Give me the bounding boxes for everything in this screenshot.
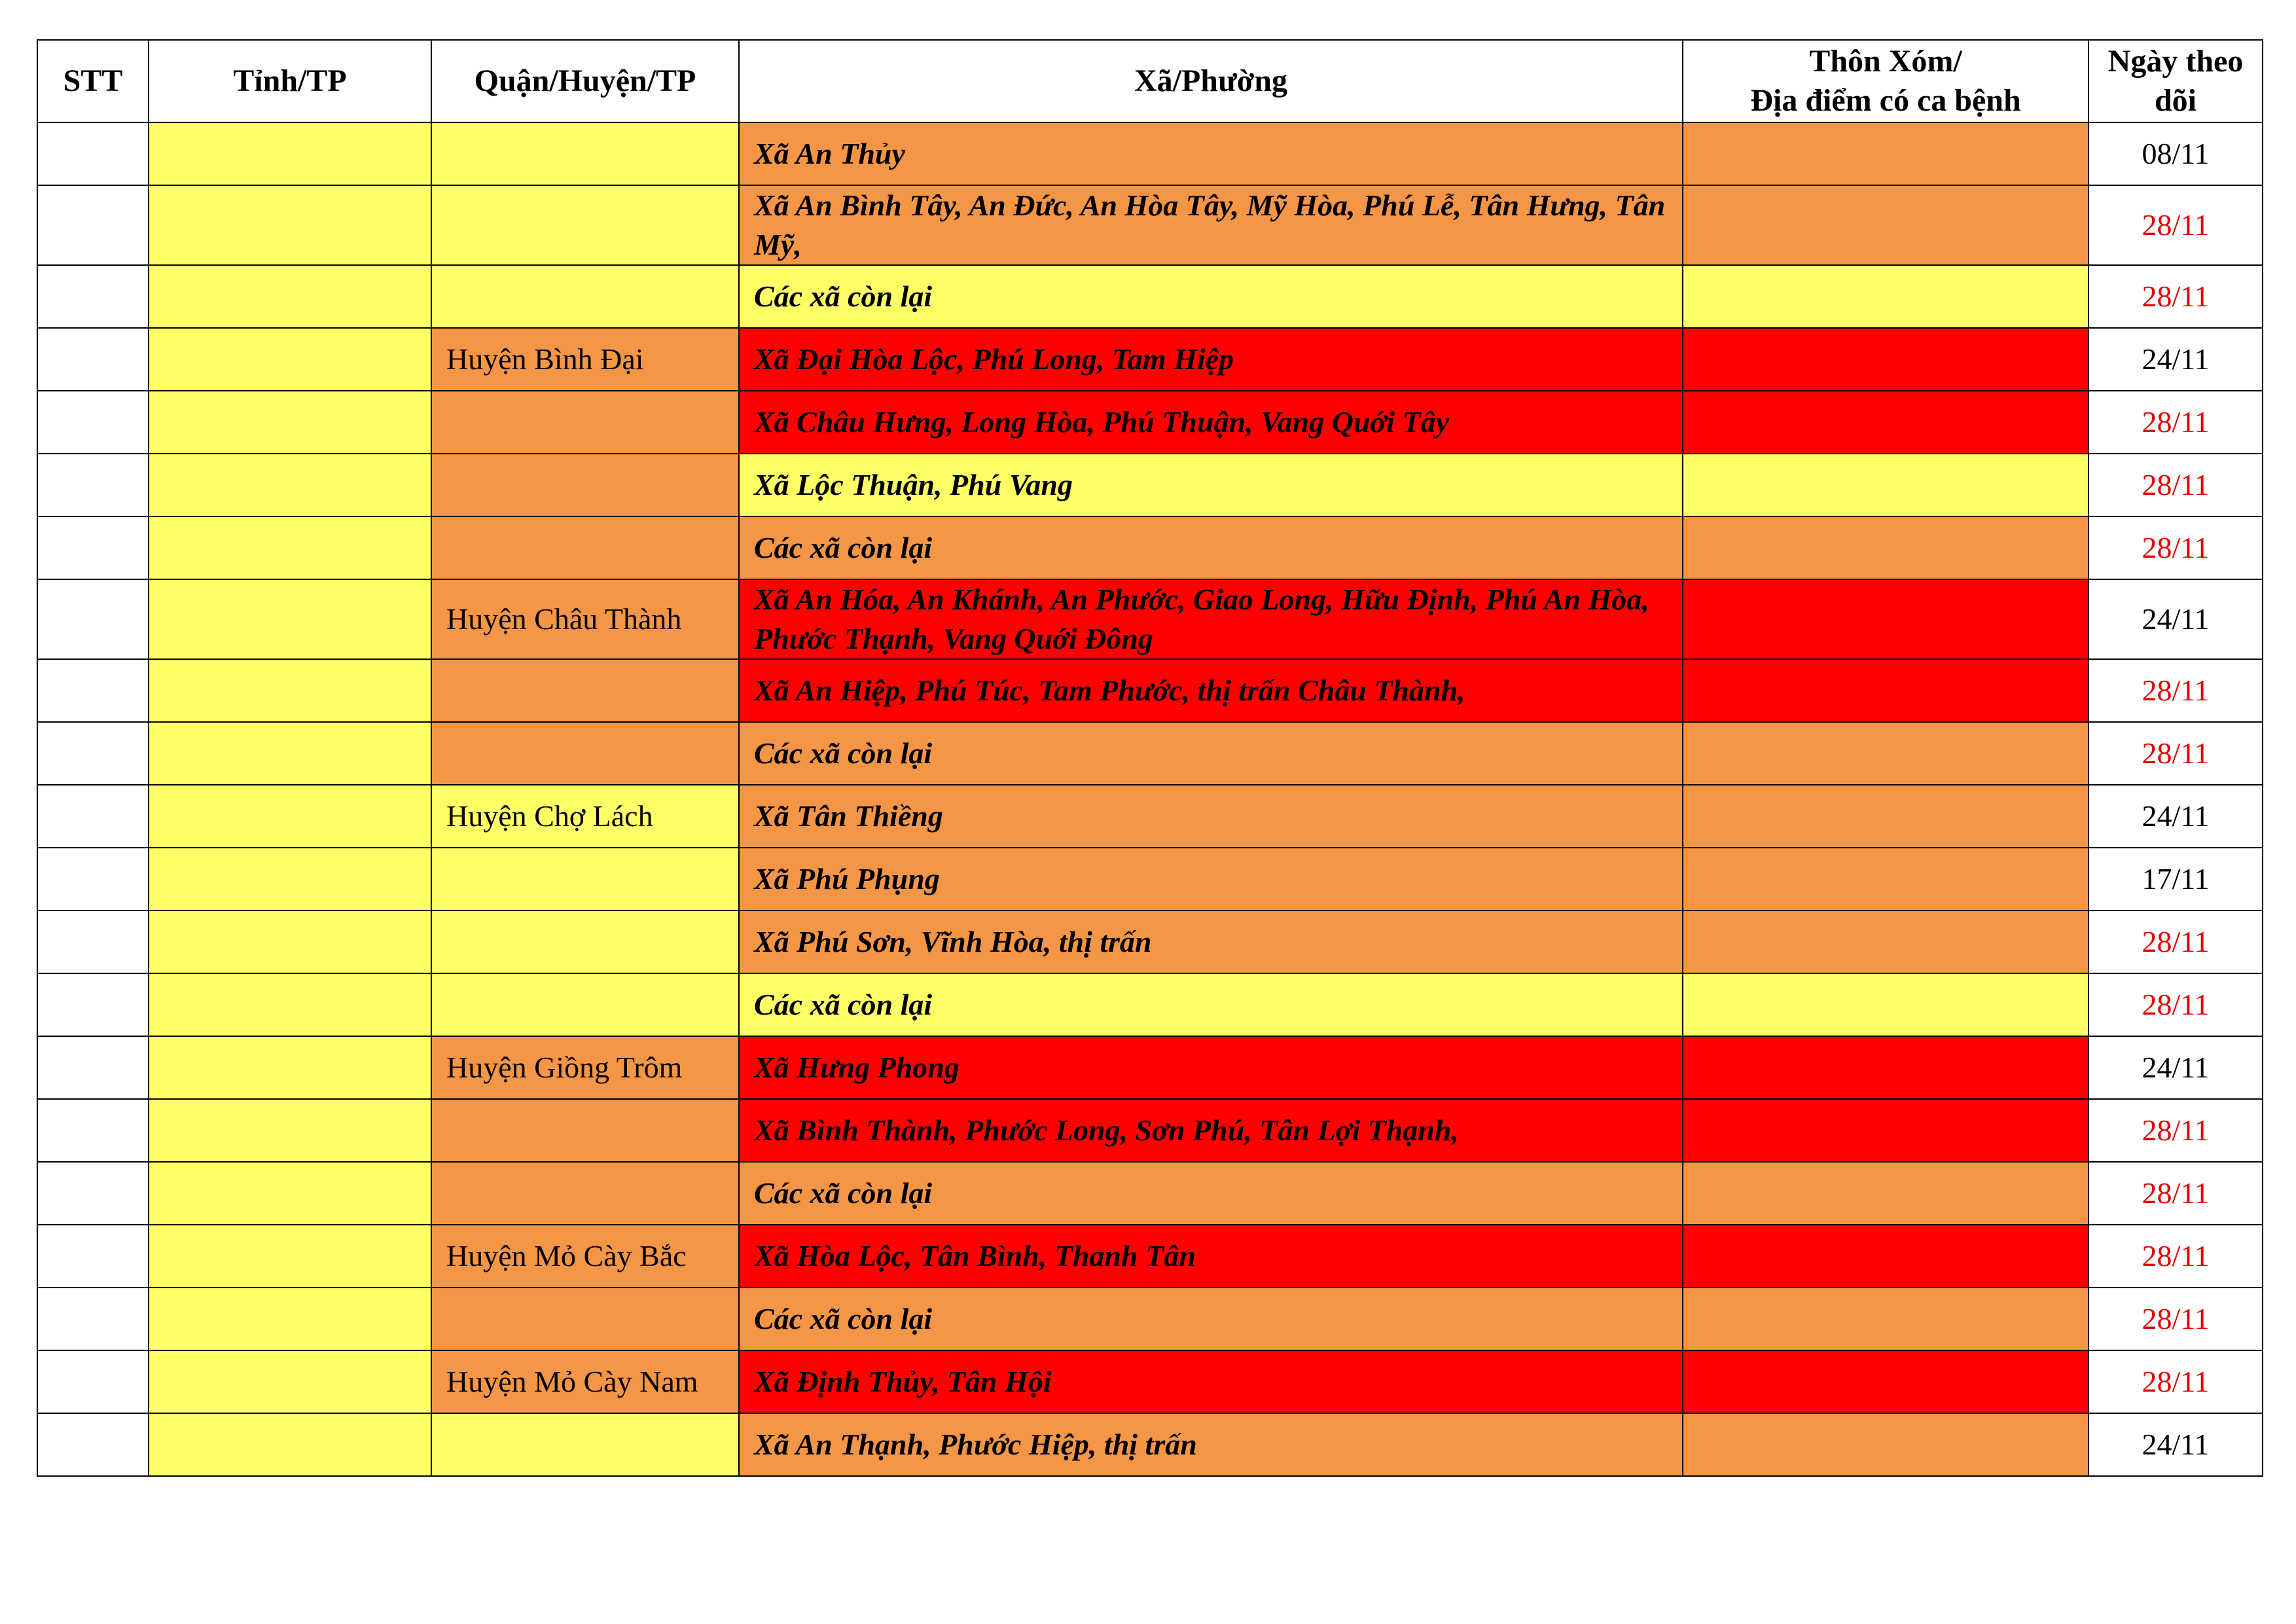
date-cell: 28/11 — [2089, 722, 2263, 785]
commune-cell: Xã An Bình Tây, An Đức, An Hòa Tây, Mỹ Hòa, Phú Lễ, Tân Hưng, Tân Mỹ, — [739, 185, 1683, 265]
date-cell: 28/11 — [2089, 659, 2263, 722]
stt-cell — [37, 785, 149, 848]
table-row — [37, 1350, 2263, 1413]
table-row — [37, 391, 2263, 454]
hamlet-cell — [1683, 1036, 2089, 1099]
province-cell — [149, 973, 431, 1036]
commune-cell: Xã Định Thủy, Tân Hội — [739, 1350, 1683, 1413]
commune-cell: Các xã còn lại — [739, 973, 1683, 1036]
stt-cell — [37, 1036, 149, 1099]
province-cell — [149, 391, 431, 454]
date-cell: 28/11 — [2089, 1288, 2263, 1350]
stt-cell — [37, 1225, 149, 1288]
table-row — [37, 848, 2263, 911]
district-cell — [431, 1162, 739, 1225]
stt-cell — [37, 1099, 149, 1162]
date-cell: 28/11 — [2089, 265, 2263, 328]
province-cell — [149, 185, 431, 265]
hamlet-cell — [1683, 659, 2089, 722]
district-cell — [431, 1288, 739, 1350]
district-cell: Huyện Mỏ Cày Nam — [431, 1350, 739, 1413]
commune-cell: Xã An Thủy — [739, 122, 1683, 185]
commune-cell: Xã Lộc Thuận, Phú Vang — [739, 454, 1683, 516]
province-cell — [149, 1413, 431, 1476]
commune-cell: Xã Châu Hưng, Long Hòa, Phú Thuận, Vang Quới Tây — [739, 391, 1683, 454]
hamlet-cell — [1683, 122, 2089, 185]
stt-cell — [37, 1350, 149, 1413]
table-row — [37, 1225, 2263, 1288]
hamlet-cell — [1683, 722, 2089, 785]
hamlet-cell — [1683, 848, 2089, 911]
hamlet-cell — [1683, 391, 2089, 454]
date-cell: 24/11 — [2089, 785, 2263, 848]
header-stt: STT — [37, 40, 149, 122]
date-cell: 28/11 — [2089, 454, 2263, 516]
date-cell: 24/11 — [2089, 1036, 2263, 1099]
stt-cell — [37, 1162, 149, 1225]
hamlet-cell — [1683, 973, 2089, 1036]
stt-cell — [37, 659, 149, 722]
hamlet-cell — [1683, 1225, 2089, 1288]
province-cell — [149, 722, 431, 785]
hamlet-cell — [1683, 1350, 2089, 1413]
commune-cell: Xã Tân Thiềng — [739, 785, 1683, 848]
header-hamlet-line1: Thôn Xóm/ — [1809, 44, 1962, 79]
table-row — [37, 185, 2263, 265]
stt-cell — [37, 328, 149, 391]
province-cell — [149, 579, 431, 659]
stt-cell — [37, 848, 149, 911]
district-cell — [431, 1413, 739, 1476]
table-row — [37, 328, 2263, 391]
date-cell: 28/11 — [2089, 1225, 2263, 1288]
commune-cell: Các xã còn lại — [739, 516, 1683, 579]
hamlet-cell — [1683, 1413, 2089, 1476]
header-province: Tỉnh/TP — [149, 40, 431, 122]
district-cell — [431, 1099, 739, 1162]
header-hamlet-line2: Địa điểm có ca bệnh — [1750, 83, 2021, 118]
table-row — [37, 1288, 2263, 1350]
header-hamlet — [1683, 40, 2089, 122]
header-district: Quận/Huyện/TP — [431, 40, 739, 122]
table-row — [37, 579, 2263, 659]
date-cell: 28/11 — [2089, 1162, 2263, 1225]
tracking-table — [37, 39, 2263, 1477]
district-cell — [431, 516, 739, 579]
stt-cell — [37, 265, 149, 328]
date-cell: 17/11 — [2089, 848, 2263, 911]
province-cell — [149, 1162, 431, 1225]
hamlet-cell — [1683, 1162, 2089, 1225]
commune-cell: Xã Hòa Lộc, Tân Bình, Thanh Tân — [739, 1225, 1683, 1288]
hamlet-cell — [1683, 454, 2089, 516]
table-row — [37, 973, 2263, 1036]
commune-cell: Xã An Hiệp, Phú Túc, Tam Phước, thị trấn Châu Thành, — [739, 659, 1683, 722]
commune-cell: Xã An Hóa, An Khánh, An Phước, Giao Long, Hữu Định, Phú An Hòa, Phước Thạnh, Vang Quới Đông — [739, 579, 1683, 659]
province-cell — [149, 848, 431, 911]
district-cell: Huyện Bình Đại — [431, 328, 739, 391]
table-row — [37, 659, 2263, 722]
hamlet-cell — [1683, 1099, 2089, 1162]
commune-cell: Các xã còn lại — [739, 1288, 1683, 1350]
date-cell: 24/11 — [2089, 1413, 2263, 1476]
table-row — [37, 1099, 2263, 1162]
province-cell — [149, 911, 431, 973]
province-cell — [149, 328, 431, 391]
table-row — [37, 911, 2263, 973]
table-row — [37, 1413, 2263, 1476]
province-cell — [149, 1225, 431, 1288]
date-cell: 28/11 — [2089, 516, 2263, 579]
header-date — [2089, 40, 2263, 122]
stt-cell — [37, 516, 149, 579]
district-cell — [431, 185, 739, 265]
district-cell: Huyện Châu Thành — [431, 579, 739, 659]
commune-cell: Các xã còn lại — [739, 722, 1683, 785]
table-row — [37, 516, 2263, 579]
date-cell: 28/11 — [2089, 911, 2263, 973]
stt-cell — [37, 454, 149, 516]
table-row — [37, 1162, 2263, 1225]
district-cell — [431, 848, 739, 911]
header-commune: Xã/Phường — [739, 40, 1683, 122]
province-cell — [149, 1288, 431, 1350]
commune-cell: Xã Bình Thành, Phước Long, Sơn Phú, Tân Lợi Thạnh, — [739, 1099, 1683, 1162]
district-cell — [431, 659, 739, 722]
date-cell: 08/11 — [2089, 122, 2263, 185]
district-cell: Huyện Giồng Trôm — [431, 1036, 739, 1099]
commune-cell: Các xã còn lại — [739, 1162, 1683, 1225]
district-cell — [431, 911, 739, 973]
district-cell: Huyện Chợ Lách — [431, 785, 739, 848]
commune-cell: Xã Phú Phụng — [739, 848, 1683, 911]
header-row — [37, 40, 2263, 122]
district-cell: Huyện Mỏ Cày Bắc — [431, 1225, 739, 1288]
province-cell — [149, 516, 431, 579]
table-row — [37, 265, 2263, 328]
hamlet-cell — [1683, 516, 2089, 579]
header-date-line2: dõi — [2154, 83, 2197, 118]
hamlet-cell — [1683, 579, 2089, 659]
stt-cell — [37, 391, 149, 454]
table-row — [37, 1036, 2263, 1099]
header-date-line1: Ngày theo — [2108, 44, 2244, 79]
date-cell: 28/11 — [2089, 973, 2263, 1036]
date-cell: 28/11 — [2089, 185, 2263, 265]
commune-cell: Xã Đại Hòa Lộc, Phú Long, Tam Hiệp — [739, 328, 1683, 391]
commune-cell: Xã Hưng Phong — [739, 1036, 1683, 1099]
province-cell — [149, 1036, 431, 1099]
date-cell: 28/11 — [2089, 391, 2263, 454]
commune-cell: Các xã còn lại — [739, 265, 1683, 328]
province-cell — [149, 785, 431, 848]
hamlet-cell — [1683, 328, 2089, 391]
stt-cell — [37, 911, 149, 973]
hamlet-cell — [1683, 185, 2089, 265]
district-cell — [431, 973, 739, 1036]
table-row — [37, 785, 2263, 848]
stt-cell — [37, 579, 149, 659]
stt-cell — [37, 973, 149, 1036]
province-cell — [149, 454, 431, 516]
hamlet-cell — [1683, 911, 2089, 973]
district-cell — [431, 265, 739, 328]
district-cell — [431, 122, 739, 185]
table-row — [37, 722, 2263, 785]
stt-cell — [37, 722, 149, 785]
province-cell — [149, 1099, 431, 1162]
commune-cell: Xã An Thạnh, Phước Hiệp, thị trấn — [739, 1413, 1683, 1476]
stt-cell — [37, 185, 149, 265]
province-cell — [149, 122, 431, 185]
date-cell: 28/11 — [2089, 1099, 2263, 1162]
province-cell — [149, 659, 431, 722]
table-row — [37, 122, 2263, 185]
stt-cell — [37, 1288, 149, 1350]
date-cell: 28/11 — [2089, 1350, 2263, 1413]
table-body — [37, 122, 2263, 1476]
hamlet-cell — [1683, 785, 2089, 848]
table-row — [37, 454, 2263, 516]
hamlet-cell — [1683, 265, 2089, 328]
stt-cell — [37, 1413, 149, 1476]
province-cell — [149, 1350, 431, 1413]
date-cell: 24/11 — [2089, 579, 2263, 659]
district-cell — [431, 722, 739, 785]
commune-cell: Xã Phú Sơn, Vĩnh Hòa, thị trấn — [739, 911, 1683, 973]
province-cell — [149, 265, 431, 328]
date-cell: 24/11 — [2089, 328, 2263, 391]
stt-cell — [37, 122, 149, 185]
district-cell — [431, 454, 739, 516]
hamlet-cell — [1683, 1288, 2089, 1350]
district-cell — [431, 391, 739, 454]
